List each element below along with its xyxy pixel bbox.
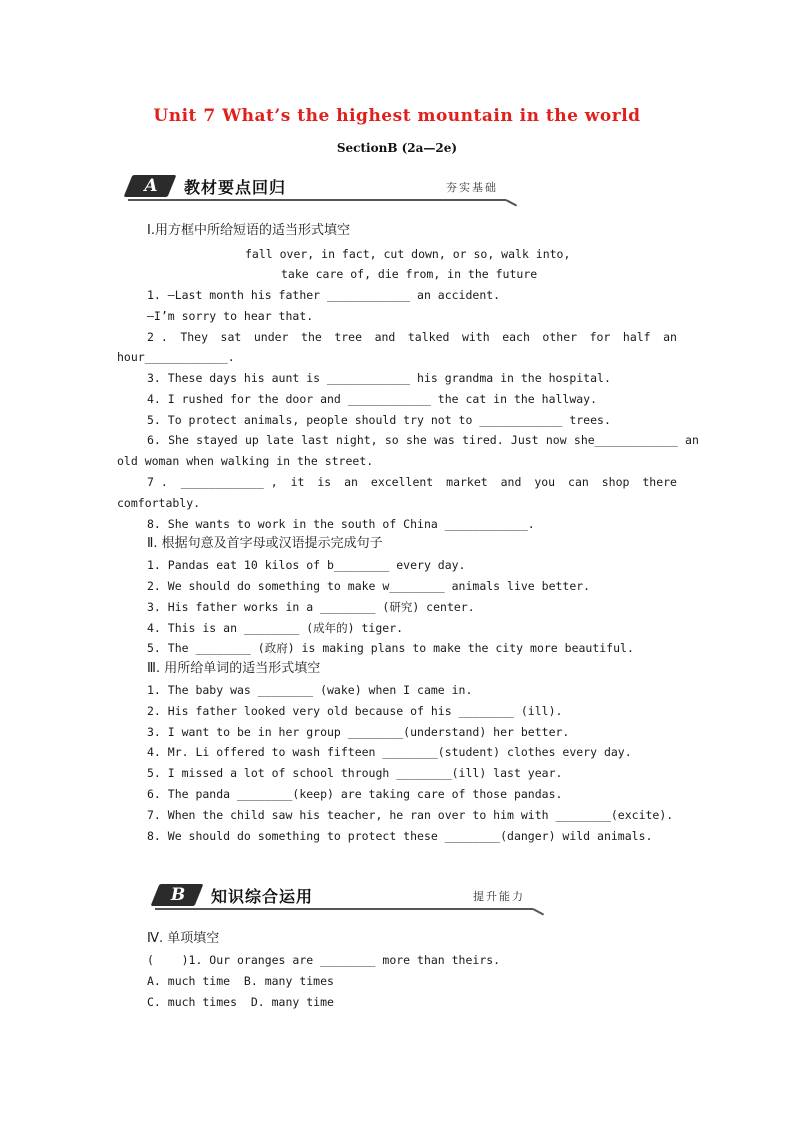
page-title: Unit 7 What’s the highest mountain in the world bbox=[153, 106, 641, 126]
banner-b-rule bbox=[155, 908, 533, 910]
word: for bbox=[589, 330, 611, 344]
part3-q8: 8. We should do something to protect these ________(danger) wild animals. bbox=[147, 829, 653, 843]
word: the bbox=[301, 330, 322, 344]
word: 7 . bbox=[147, 475, 168, 489]
part2-q4: 4. This is an ________ (成年的) tiger. bbox=[147, 621, 404, 635]
part3-q7: 7. When the child saw his teacher, he ran over to him with ________(excite). bbox=[147, 808, 674, 822]
banner-a-tail bbox=[506, 199, 518, 206]
phrase-box-line1: fall over, in fact, cut down, or so, walk into, bbox=[245, 247, 571, 261]
part1-q1: 1. —Last month his father ____________ an accident. bbox=[147, 288, 501, 302]
word: is bbox=[317, 475, 332, 489]
banner-b-tail bbox=[533, 908, 545, 915]
word: was bbox=[434, 433, 455, 447]
word: she bbox=[405, 433, 427, 447]
word: stayed bbox=[196, 433, 238, 447]
word: an bbox=[663, 330, 677, 344]
word: so bbox=[384, 433, 399, 447]
part2-q5: 5. The ________ (政府) is making plans to make the city more beautiful. bbox=[147, 641, 634, 655]
word: They bbox=[180, 330, 209, 344]
word: and bbox=[500, 475, 522, 489]
word: tired. bbox=[462, 433, 504, 447]
word: with bbox=[461, 330, 490, 344]
part1-q1-reply: —I’m sorry to hear that. bbox=[147, 309, 314, 323]
word: tree bbox=[334, 330, 363, 344]
part1-heading: Ⅰ.用方框中所给短语的适当形式填空 bbox=[147, 223, 350, 238]
word: now bbox=[545, 433, 567, 447]
part1-q7 bbox=[147, 475, 677, 489]
banner-a-rule bbox=[128, 199, 506, 201]
banner-b-tag: 提升能力 bbox=[473, 890, 525, 903]
word: ____________ , bbox=[180, 475, 278, 489]
word: sat bbox=[220, 330, 242, 344]
part2-q2: 2. We should do something to make w________ animals live better. bbox=[147, 579, 591, 593]
banner-a-heading: 教材要点回归 bbox=[184, 178, 287, 197]
word: an bbox=[344, 475, 358, 489]
word: She bbox=[168, 433, 189, 447]
word: up bbox=[244, 433, 259, 447]
word: other bbox=[542, 330, 578, 344]
part1-q8: 8. She wants to work in the south of China ____________. bbox=[147, 517, 535, 531]
badge-a-letter: A bbox=[144, 176, 158, 196]
word: each bbox=[502, 330, 530, 344]
section-subtitle: SectionB (2a—2e) bbox=[336, 141, 458, 155]
word: an bbox=[685, 433, 699, 447]
part2-heading: Ⅱ. 根据句意及首字母或汉语提示完成句子 bbox=[147, 536, 383, 551]
word: 2 . bbox=[147, 330, 168, 344]
word: late bbox=[266, 433, 294, 447]
word: shop bbox=[601, 475, 630, 489]
part3-q6: 6. The panda ________(keep) are taking care of those pandas. bbox=[147, 787, 563, 801]
banner-a-tag: 夯实基础 bbox=[446, 181, 498, 194]
word: and bbox=[374, 330, 396, 344]
part1-q2-cont: hour____________. bbox=[117, 350, 235, 364]
phrase-box-line2: take care of, die from, in the future bbox=[281, 267, 538, 281]
part4-options-cd: C. much times D. many time bbox=[147, 995, 334, 1009]
badge-b-letter: B bbox=[170, 885, 186, 905]
banner-review bbox=[128, 171, 520, 203]
part4-options-ab: A. much time B. many times bbox=[147, 974, 334, 988]
word: night, bbox=[336, 433, 378, 447]
banner-application bbox=[155, 880, 547, 912]
word: 6. bbox=[147, 433, 161, 447]
part1-q6-cont: old woman when walking in the street. bbox=[117, 454, 374, 468]
part1-q7-cont: comfortably. bbox=[117, 496, 201, 510]
part1-q6 bbox=[147, 433, 699, 447]
word: excellent bbox=[370, 475, 434, 489]
part3-q5: 5. I missed a lot of school through ________(ill) last year. bbox=[147, 766, 563, 780]
word: can bbox=[568, 475, 589, 489]
banner-b-heading: 知识综合运用 bbox=[211, 887, 314, 906]
word: you bbox=[534, 475, 556, 489]
part3-heading: Ⅲ. 用所给单词的适当形式填空 bbox=[147, 661, 321, 676]
word: Just bbox=[510, 433, 539, 447]
part3-q3: 3. I want to be in her group ________(understand) her better. bbox=[147, 725, 570, 739]
word: she____________ bbox=[573, 433, 678, 447]
word: half bbox=[622, 330, 651, 344]
word: last bbox=[301, 433, 329, 447]
word: market bbox=[446, 475, 488, 489]
part4-q1: ( )1. Our oranges are ________ more than theirs. bbox=[147, 953, 501, 967]
part2-q1: 1. Pandas eat 10 kilos of b________ every day. bbox=[147, 558, 466, 572]
part3-q1: 1. The baby was ________ (wake) when I came in. bbox=[147, 683, 473, 697]
word: there bbox=[642, 475, 677, 489]
part3-q4: 4. Mr. Li offered to wash fifteen ________(student) clothes every day. bbox=[147, 745, 632, 759]
word: talked bbox=[407, 330, 450, 344]
part1-q2 bbox=[147, 330, 677, 344]
part1-q3: 3. These days his aunt is ____________ his grandma in the hospital. bbox=[147, 371, 611, 385]
word: it bbox=[290, 475, 305, 489]
part1-q4: 4. I rushed for the door and ____________ the cat in the hallway. bbox=[147, 392, 598, 406]
word: under bbox=[253, 330, 289, 344]
part2-q3: 3. His father works in a ________ (研究) center. bbox=[147, 600, 475, 614]
part4-heading: Ⅳ. 单项填空 bbox=[147, 931, 220, 946]
part1-q5: 5. To protect animals, people should try not to ____________ trees. bbox=[147, 413, 611, 427]
part3-q2: 2. His father looked very old because of his ________ (ill). bbox=[147, 704, 563, 718]
